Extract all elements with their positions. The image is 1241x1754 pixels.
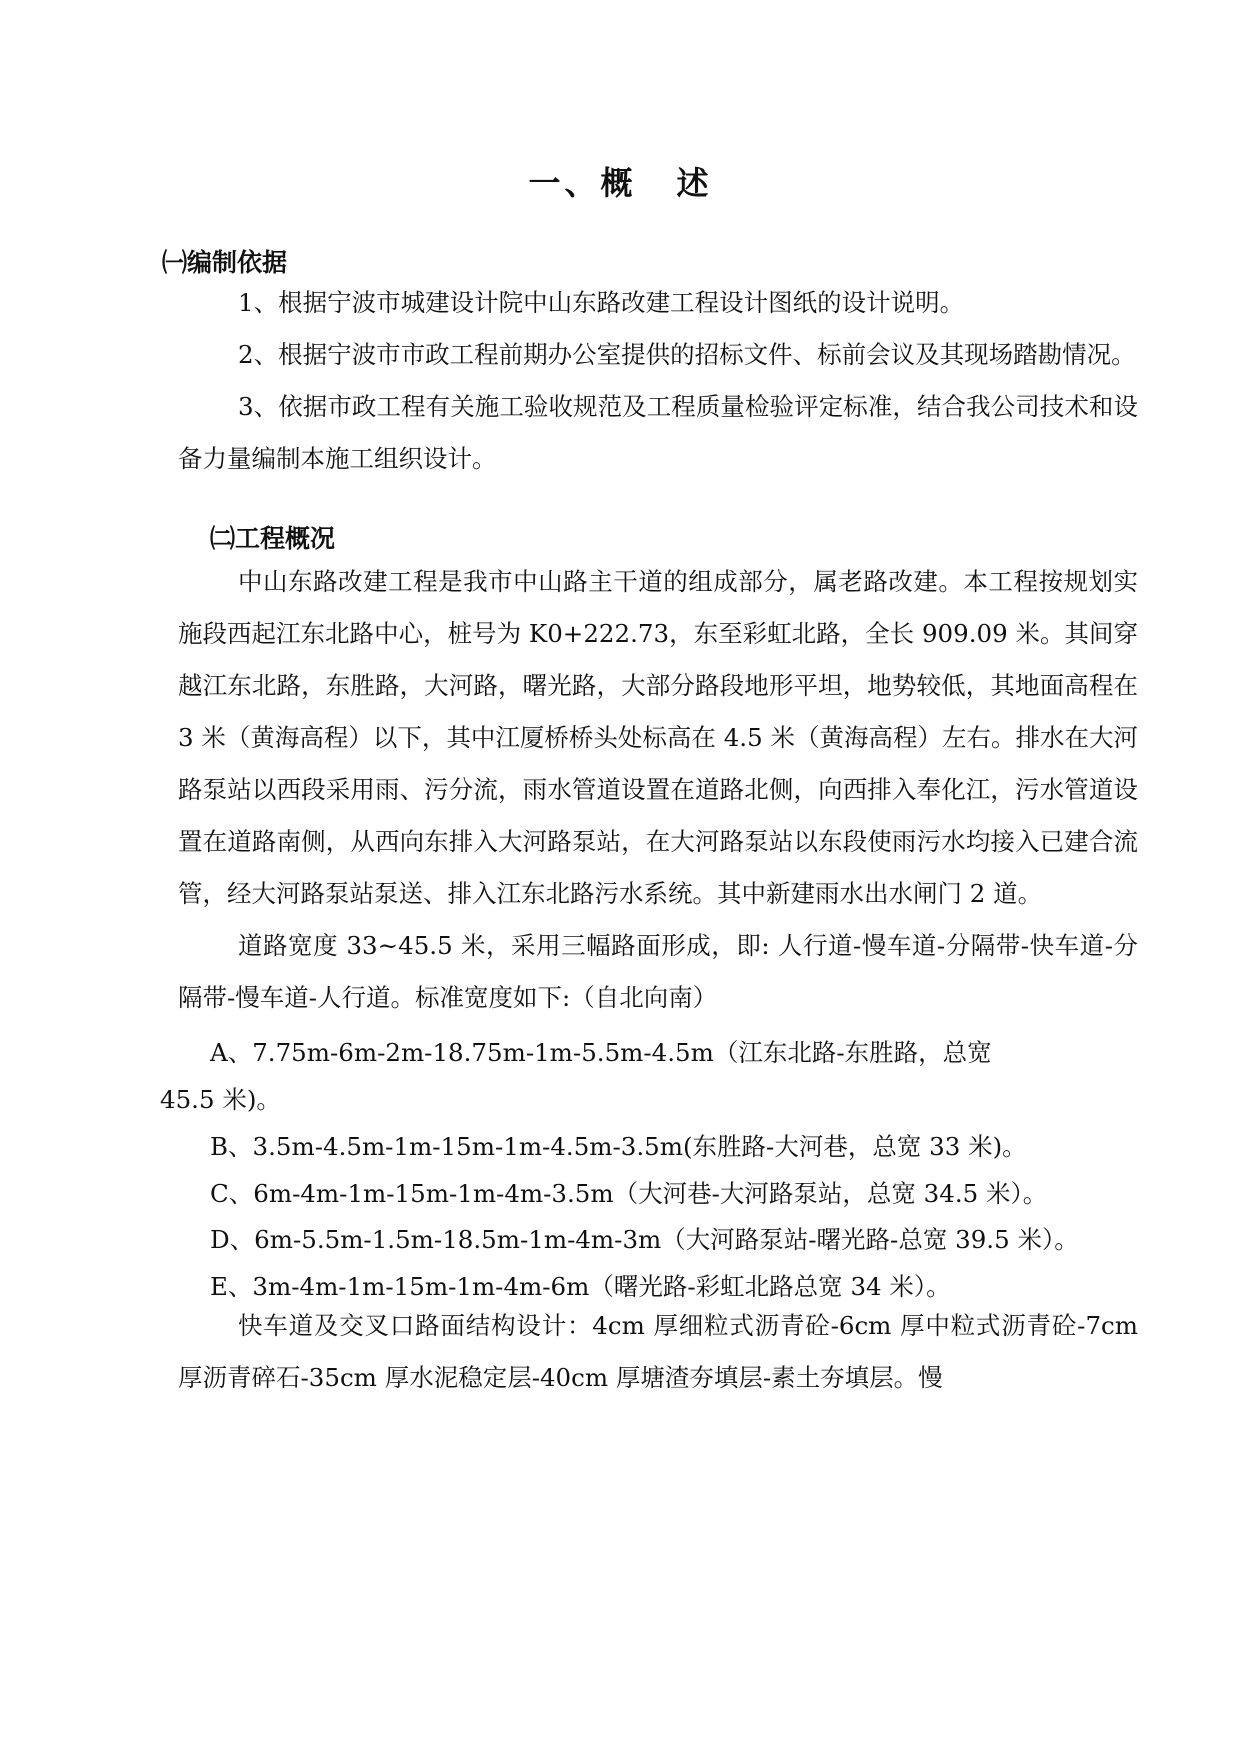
width-item-a-line1: A、7.75m-6m-2m-18.75m-1m-5.5m-4.5m（江东北路-东胜路，总宽 [210,1038,992,1067]
pavement-structure-paragraph: 快车道及交叉口路面结构设计：4cm 厚细粒式沥青砼-6cm 厚中粒式沥青砼-7cm 厚沥青碎石-35cm 厚水泥稳定层-40cm 厚塘渣夯填层-素土夯填层。慢 [178,1311,1138,1392]
basis-paragraph-1: 1、根据宁波市城建设计院中山东路改建工程设计图纸的设计说明。 [238,288,965,317]
width-item-e: E、3m-4m-1m-15m-1m-4m-6m（曙光路-彩虹北路总宽 34 米）。 [210,1272,951,1301]
width-item-b: B、3.5m-4.5m-1m-15m-1m-4.5m-3.5m(东胜路-大河巷，总宽 33 米)。 [210,1132,1027,1161]
section-heading-overview: ㈡工程概况 [210,524,336,553]
width-item-c: C、6m-4m-1m-15m-1m-4m-3.5m（大河巷-大河路泵站，总宽 34.5 米）。 [210,1179,1048,1208]
pavement-structure-body [178,1300,1138,1404]
road-width-paragraph: 道路宽度 33~45.5 米，采用三幅路面形成，即: 人行道-慢车道-分隔带-快车道-分隔带-慢车道-人行道。标准宽度如下:（自北向南） [178,931,1138,1012]
width-item-d: D、6m-5.5m-1.5m-18.5m-1m-4m-3m（大河路泵站-曙光路-总宽 39.5 米）。 [210,1225,1079,1254]
page-title-part1: 一、概 [528,164,637,202]
section-overview-body [178,556,1138,1024]
overview-paragraph: 中山东路改建工程是我市中山路主干道的组成部分，属老路改建。本工程按规划实施段西起江东北路中心，桩号为 K0+222.73，东至彩虹北路，全长 909.09 米。其间穿越江东北路，东胜路，大河路，曙光路，大部分路段地形平坦，地势较低，其地面高程在 3 米（黄海高程）以下，其中江厦桥桥头处标高在 4.5 米（黄海高程）左右。排水在大河路泵站以西段采用雨、污分流，雨水管道设置在道路北侧，向西排入奉化江，污水管道设置在道路南侧，从西向东排入大河路泵站，在大河路泵站以东段使雨污水均接入已建合流管，经大河路泵站泵送、排入江东北路污水系统。其中新建雨水出水闸门 2 道。 [178,567,1138,908]
width-item-a-line2: 45.5 米)。 [160,1085,281,1114]
page-title-part2: 述 [676,164,713,202]
page-title [0,158,1241,204]
section-basis-body [178,277,1138,485]
basis-paragraph-3: 3、依据市政工程有关施工验收规范及工程质量检验评定标准，结合我公司技术和设备力量编制本施工组织设计。 [178,392,1138,473]
section-heading-basis: ㈠编制依据 [162,248,288,277]
basis-paragraph-2: 2、根据宁波市市政工程前期办公室提供的招标文件、标前会议及其现场踏勘情况。 [238,340,1136,369]
